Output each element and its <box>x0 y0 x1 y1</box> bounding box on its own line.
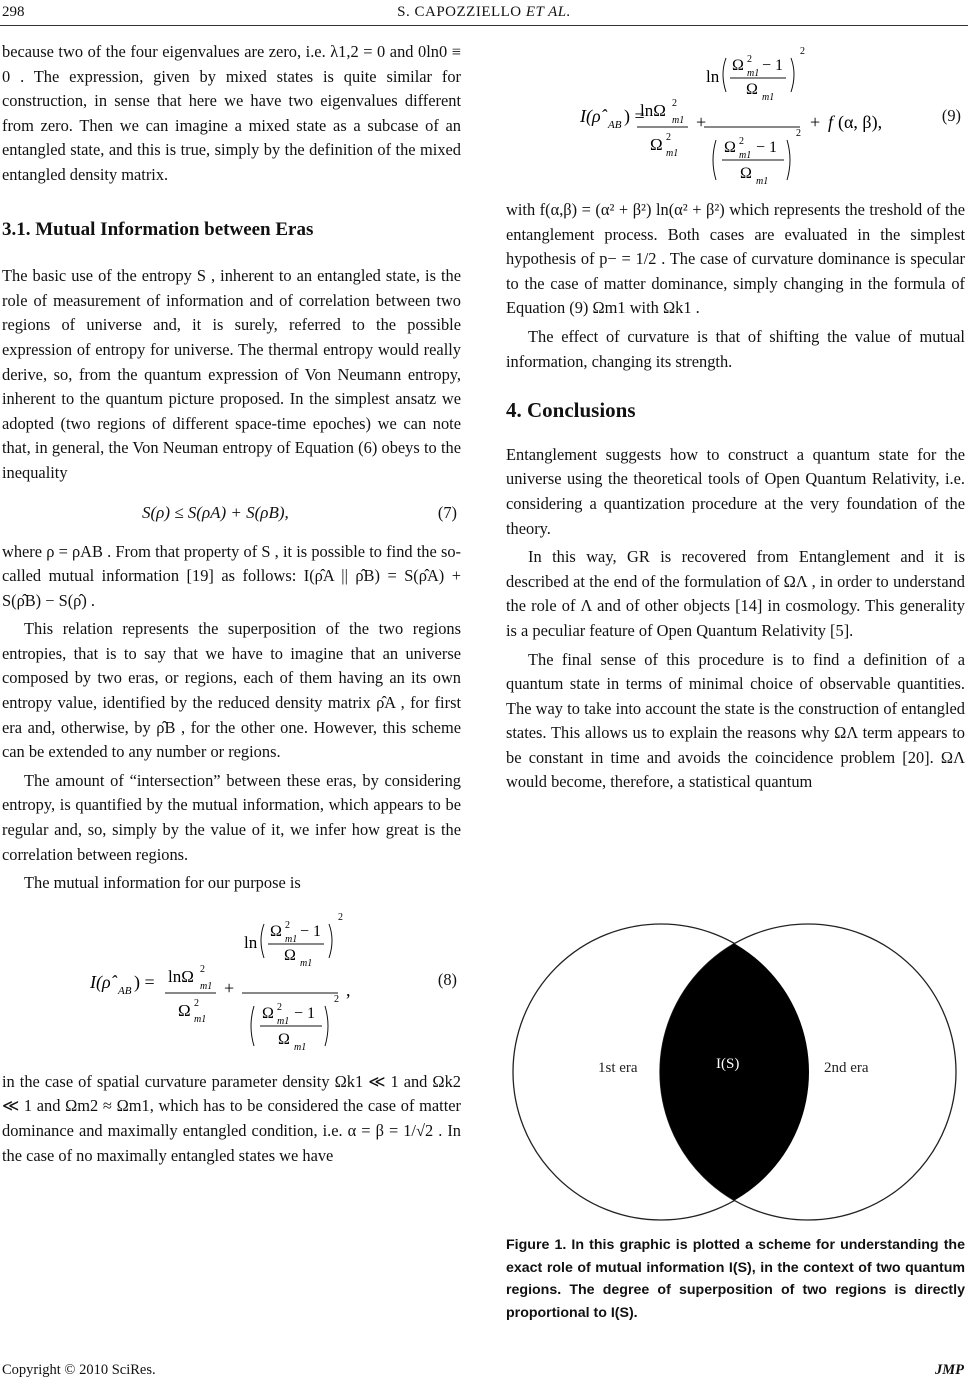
svg-text:− 1: − 1 <box>294 1004 316 1022</box>
svg-text:lnΩ: lnΩ <box>168 966 194 986</box>
equation-number: (9) <box>941 106 961 125</box>
right-column <box>506 40 965 795</box>
section-heading: 4. Conclusions <box>506 398 636 423</box>
svg-text:2: 2 <box>200 963 205 975</box>
journal-name: JMP <box>935 1362 964 1378</box>
paragraph: in the case of spatial curvature parameter density Ωk1 ≪ 1 and Ωk2 ≪ 1 and Ωm2 ≈ Ωm1, which has to be considered the case of matter dominance and maximally entangled condition, i.e. α = β = 1/√2 . In the case of no maximally entangled states we have <box>2 1071 461 1165</box>
paragraph: In this way, GR is recovered from Entanglement and it is described at the end of the formulation of ΩΛ , in order to understand the role of Λ and of other objects [14] in cosmology. This generality is a peculiar feature of Open Quantum Relativity [5]. <box>506 547 965 640</box>
paragraph: The effect of curvature is that of shifting the value of mutual information, changing its strength. <box>506 326 965 371</box>
venn-diagram <box>506 922 965 1227</box>
svg-text:Ω: Ω <box>270 922 282 940</box>
paragraph: This relation represents the superposition of the two regions entropies, that is to say that we have to imagine that an universe composed by two eras, or regions, each of them having an its own entropy value, identified by the reduced density matrix ρ̂A , for first era and, otherwise, by ρ̂B , for the other one. However, this scheme can be extended to any number or regions. <box>2 619 461 762</box>
svg-text:Ω: Ω <box>724 139 736 156</box>
paragraph: with f(α,β) = (α² + β²) ln(α² + β²) which represents the treshold of the entanglement process. Both cases are evaluated in the simplest hypothesis of p− = 1/2 . The case of curvature dominance is specular to the case of matter dominance, simply changing in the formula of Equation (9) Ωm1 with Ωk1 . <box>506 200 965 318</box>
paragraph: The amount of “intersection” between these eras, by considering entropy, is quantified by the mutual information, which appears to be regular and, so, simply by the value of it, we infer how great is the correlation between regions. <box>2 770 461 864</box>
intersection-label: I(S) <box>716 1056 740 1072</box>
section-heading: 3.1. Mutual Information between Eras <box>2 218 314 240</box>
svg-text:Ω: Ω <box>262 1004 274 1022</box>
svg-text:I(ρ̂: I(ρ̂ <box>580 106 601 126</box>
svg-text:Ω: Ω <box>740 165 752 182</box>
svg-text:2: 2 <box>739 136 744 147</box>
svg-text:m1: m1 <box>294 1041 307 1053</box>
first-era-label: 1st era <box>598 1060 638 1076</box>
svg-text:2: 2 <box>277 1001 282 1013</box>
equation-8 <box>2 906 461 1056</box>
page-number: 298 <box>2 4 25 20</box>
svg-text:m1: m1 <box>672 115 685 126</box>
svg-text:2: 2 <box>194 997 199 1009</box>
page-footer <box>2 1362 964 1379</box>
header-rule <box>0 25 968 26</box>
svg-text:+: + <box>696 112 707 132</box>
svg-text:2: 2 <box>747 54 752 65</box>
svg-text:ln: ln <box>244 932 258 952</box>
svg-text:) =: ) = <box>624 106 645 126</box>
svg-text:Ω: Ω <box>746 81 758 98</box>
paragraph: Entanglement suggests how to construct a quantum state for the universe using the theoretical tools of Open Quantum Relativity, i.e. considering a quantization procedure at the very foundation of the theory. <box>506 444 965 538</box>
svg-text:m1: m1 <box>762 92 775 103</box>
paragraph: because two of the four eigenvalues are zero, i.e. λ1,2 = 0 and 0ln0 ≡ 0 . The expression, given by mixed states is quite similar for construction, in sense that here we have two eigenvalues different from zero. Then we can imagine a mixed state as a subcase of an entangled state, and this is true, simply by the definition of the mixed entangled density matrix. <box>2 42 461 184</box>
svg-text:lnΩ: lnΩ <box>640 101 666 120</box>
svg-text:AB: AB <box>118 984 132 997</box>
svg-text:2: 2 <box>796 128 801 139</box>
copyright: Copyright © 2010 SciRes. <box>2 1362 156 1378</box>
svg-text:2: 2 <box>666 132 671 143</box>
svg-text:m1: m1 <box>200 980 213 992</box>
equation-number: (8) <box>437 969 457 989</box>
left-column <box>2 40 461 1168</box>
svg-text:+: + <box>224 977 235 998</box>
svg-text:2: 2 <box>285 919 290 931</box>
svg-text:m1: m1 <box>747 68 760 79</box>
figure-1 <box>506 922 965 1227</box>
running-title: S. CAPOZZIELLO ET AL. <box>397 4 571 20</box>
paragraph: The mutual information for our purpose is <box>24 873 301 893</box>
page-header <box>0 4 968 26</box>
svg-text:,: , <box>346 979 351 1000</box>
svg-text:Ω: Ω <box>178 1000 191 1020</box>
svg-text:+: + <box>810 112 821 132</box>
equation-9 <box>506 40 965 188</box>
svg-text:AB: AB <box>608 119 622 131</box>
equation-number: (7) <box>437 502 457 522</box>
svg-text:− 1: − 1 <box>762 57 784 74</box>
svg-text:m1: m1 <box>277 1015 290 1027</box>
paragraph: where ρ = ρAB . From that property of S , it is possible to find the so-called mutual information [19] as follows: I(ρ̂A || ρ̂B) = S(ρ̂A) + S(ρ̂B) − S(ρ̂) . <box>2 541 461 610</box>
svg-text:m1: m1 <box>666 148 679 159</box>
svg-text:Ω: Ω <box>284 946 296 964</box>
svg-text:f: f <box>828 112 834 132</box>
svg-text:I(ρ̂: I(ρ̂ <box>90 971 111 992</box>
svg-text:m1: m1 <box>194 1013 207 1025</box>
svg-text:− 1: − 1 <box>300 922 322 940</box>
svg-text:2: 2 <box>672 98 677 109</box>
figure-caption: Figure 1. In this graphic is plotted a scheme for understanding the exact role of mutual information I(S), in the context of two quantum regions. The degree of superposition of two regions is directly proportional to I(S). <box>506 1237 965 1321</box>
svg-text:(α, β),: (α, β), <box>838 112 883 132</box>
svg-text:m1: m1 <box>756 176 769 187</box>
svg-text:Ω: Ω <box>732 57 744 74</box>
svg-text:2: 2 <box>334 993 339 1005</box>
equation-8-formula <box>2 906 461 1056</box>
second-era-label: 2nd era <box>824 1060 869 1076</box>
svg-text:Ω: Ω <box>650 135 663 154</box>
svg-text:− 1: − 1 <box>756 139 778 156</box>
svg-text:2: 2 <box>800 46 805 57</box>
equation-7: S(ρ) ≤ S(ρA) + S(ρB), (7) <box>2 498 461 528</box>
svg-text:m1: m1 <box>739 150 752 161</box>
paragraph: The final sense of this procedure is to find a definition of a quantum state in terms of minimal choice of observable quantities. The way to take into account the state is the construction of entangled states. This allows us to explain the reasons why ΩΛ term appears to be constant in time and avoids the coincidence problem [20]. ΩΛ would become, therefore, a statistical quantum <box>506 649 965 792</box>
equation-9-formula <box>506 40 965 188</box>
svg-text:Ω: Ω <box>278 1030 290 1048</box>
svg-text:2: 2 <box>338 911 343 923</box>
svg-text:ln: ln <box>706 67 720 86</box>
paragraph: The basic use of the entropy S , inherent to an entangled state, is the role of measurement of information and of correlation between two regions of universe and, it is surely, referred to the possible expression of entropy for universe. The thermal entropy would really derive, so, from the quantum expression of Von Neumann entropy, inherent to the quantum picture proposed. In the simplest ansatz we adopted (two regions of different space-time epoches) we can note that, in general, the Von Neuman entropy of Equation (6) obeys to the inequality <box>2 266 461 482</box>
svg-text:) =: ) = <box>134 971 155 992</box>
svg-text:m1: m1 <box>300 957 313 969</box>
svg-text:m1: m1 <box>285 933 298 945</box>
